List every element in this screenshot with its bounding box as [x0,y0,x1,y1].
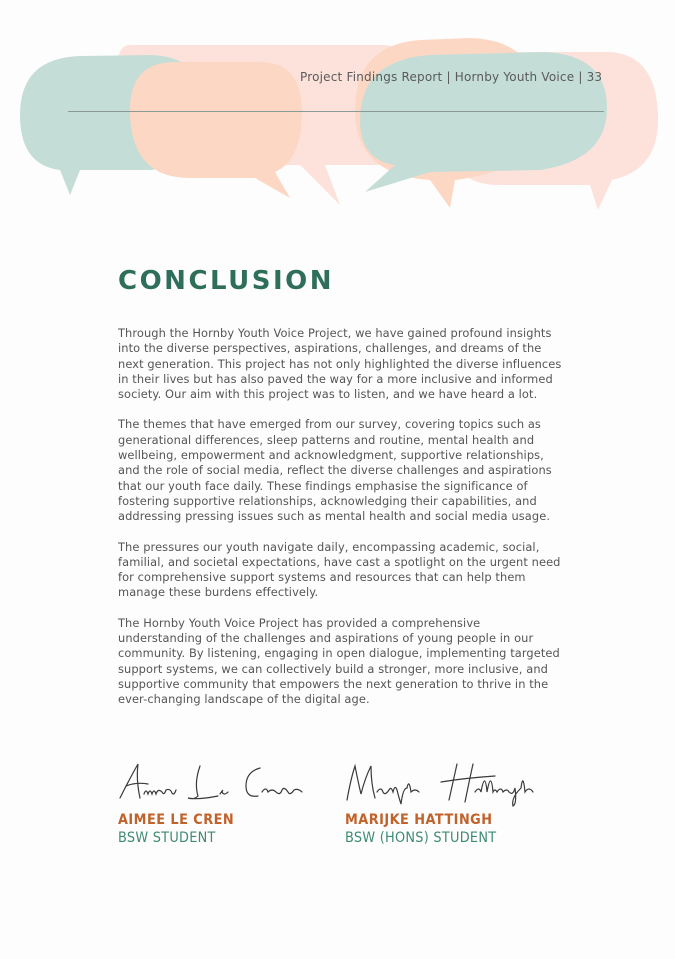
speech-bubbles-decoration [0,0,675,230]
paragraph: The pressures our youth navigate daily, encompassing academic, social, familial, and societal expectations, have cast a spotlight on the urgent need for comprehensive support systems and resources that can help them manage these burdens effectively. [118,539,561,600]
signatory-role: BSW (HONS) STUDENT [345,830,497,846]
paragraph: Through the Hornby Youth Voice Project, we have gained profound insights into the diverse perspectives, aspirations, challenges, and dreams of the next generation. This project has not only highlighted the diverse influences in their lives but has also paved the way for a more inclusive and informed society. Our aim with this project was to listen, and we have heard a lot. [118,326,562,402]
handwritten-signature-aimee [118,758,318,808]
signatory-name: MARIJKE HATTINGH [345,812,493,828]
paragraph: The themes that have emerged from our survey, covering topics such as generational differences, sleep patterns and routine, mental health and wellbeing, empowerment and acknowledgment, supportive relationships, and the role of social media, reflect the diverse challenges and aspirations that our youth face daily. These findings emphasise the significance of fostering supportive relationships, acknowledging their capabilities, and addressing pressing issues such as mental health and social media usage. [118,417,552,524]
paragraph: The Hornby Youth Voice Project has provided a comprehensive understanding of the challenges and aspirations of young people in our community. By listening, engaging in open dialogue, implementing targeted support systems, we can collectively build a stronger, more inclusive, and supportive community that empowers the next generation to thrive in the ever-changing landscape of the digital age. [118,615,560,707]
running-header: Project Findings Report | Hornby Youth Voice | 33 [300,70,603,84]
speech-bubble-peach-left [130,62,302,198]
signatory-role: BSW STUDENT [118,830,216,846]
signatory-name: AIMEE LE CREN [118,812,235,828]
handwritten-signature-marijke [345,758,560,808]
signature-block-aimee [118,758,318,848]
page-title: CONCLUSION [118,266,335,296]
signature-block-marijke [345,758,565,848]
body-text [118,326,568,723]
header-divider [68,111,604,112]
